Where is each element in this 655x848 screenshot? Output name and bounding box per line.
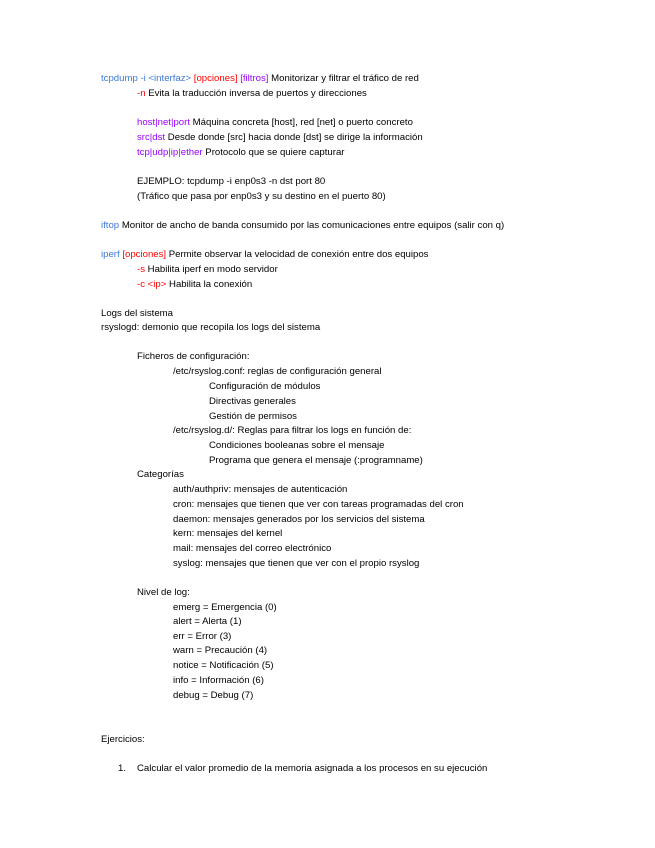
- category-item: kern: mensajes del kernel: [173, 528, 283, 539]
- log-level-item: warn = Precaución (4): [173, 645, 268, 656]
- s-description: Habilita iperf en modo servidor: [147, 264, 278, 275]
- iperf-options: [opciones]: [122, 249, 167, 260]
- tcpdump-src-filter: [137, 132, 423, 144]
- tcpdump-proto-filter: [137, 147, 345, 159]
- iperf-s-option: [137, 264, 278, 276]
- category-item: auth/authpriv: mensajes de autenticación: [173, 484, 348, 495]
- proto-filter-description: Protocolo que se quiere capturar: [205, 147, 345, 158]
- exercise-number: 1.: [118, 763, 127, 774]
- category-item: syslog: mensajes que tienen que ver con el propio rsyslog: [173, 558, 420, 569]
- log-level-item: emerg = Emergencia (0): [173, 602, 277, 613]
- iperf-description: Permite observar la velocidad de conexión entre dos equipos: [168, 249, 429, 260]
- conf-item: Gestión de permisos: [209, 411, 297, 422]
- tcpdump-description: Monitorizar y filtrar el tráfico de red: [271, 73, 419, 84]
- log-level-item: info = Información (6): [173, 675, 264, 686]
- n-flag: -n: [137, 88, 146, 99]
- src-filter-description: Desde donde [src] hacia donde [dst] se dirige la información: [167, 132, 423, 143]
- iftop-line: [101, 220, 504, 232]
- tcpdump-line: [101, 73, 419, 85]
- tcpdump-options: [opciones]: [193, 73, 238, 84]
- rsyslog-d-dir: /etc/rsyslog.d/: Reglas para filtrar los logs en función de:: [173, 425, 412, 436]
- category-item: cron: mensajes que tienen que ver con tareas programadas del cron: [173, 499, 464, 510]
- confd-item: Condiciones booleanas sobre el mensaje: [209, 440, 385, 451]
- log-levels-title: Nivel de log:: [137, 587, 190, 598]
- iperf-c-option: [137, 279, 252, 291]
- host-filter-description: Máquina concreta [host], red [net] o puerto concreto: [192, 117, 413, 128]
- logs-title: Logs del sistema: [101, 308, 173, 319]
- host-filter-keyword: host|net|port: [137, 117, 190, 128]
- log-level-item: err = Error (3): [173, 631, 232, 642]
- c-flag: -c <ip>: [137, 279, 167, 290]
- iftop-command: iftop: [101, 220, 120, 231]
- exercise-text: Calcular el valor promedio de la memoria asignada a los procesos en su ejecución: [137, 763, 488, 774]
- iperf-line: [101, 249, 428, 261]
- s-flag: -s: [137, 264, 145, 275]
- iftop-description: Monitor de ancho de banda consumido por las comunicaciones entre equipos (salir con q): [121, 220, 505, 231]
- tcpdump-n-option: [137, 88, 367, 100]
- confd-item: Programa que genera el mensaje (:programname): [209, 455, 423, 466]
- conf-item: Configuración de módulos: [209, 381, 321, 392]
- category-item: mail: mensajes del correo electrónico: [173, 543, 332, 554]
- tcpdump-command: tcpdump -i <interfaz>: [101, 73, 192, 84]
- log-level-item: alert = Alerta (1): [173, 616, 242, 627]
- tcpdump-filters: [filtros]: [240, 73, 269, 84]
- categories-title: Categorías: [137, 469, 184, 480]
- tcpdump-host-filter: [137, 117, 413, 129]
- proto-filter-keyword: tcp|udp|ip|ether: [137, 147, 203, 158]
- rsyslogd-description: rsyslogd: demonio que recopila los logs del sistema: [101, 322, 321, 333]
- c-description: Habilita la conexión: [169, 279, 253, 290]
- tcpdump-example-note: (Tráfico que pasa por enp0s3 y su destino en el puerto 80): [137, 191, 386, 202]
- rsyslog-conf-file: /etc/rsyslog.conf: reglas de configuración general: [173, 366, 382, 377]
- log-level-item: debug = Debug (7): [173, 690, 254, 701]
- exercises-title: Ejercicios:: [101, 734, 145, 745]
- category-item: daemon: mensajes generados por los servicios del sistema: [173, 514, 425, 525]
- config-files-title: Ficheros de configuración:: [137, 351, 250, 362]
- tcpdump-example: EJEMPLO: tcpdump -i enp0s3 -n dst port 80: [137, 176, 326, 187]
- log-level-item: notice = Notificación (5): [173, 660, 274, 671]
- src-filter-keyword: src|dst: [137, 132, 166, 143]
- iperf-command: iperf: [101, 249, 120, 260]
- n-description: Evita la traducción inversa de puertos y direcciones: [148, 88, 367, 99]
- conf-item: Directivas generales: [209, 396, 296, 407]
